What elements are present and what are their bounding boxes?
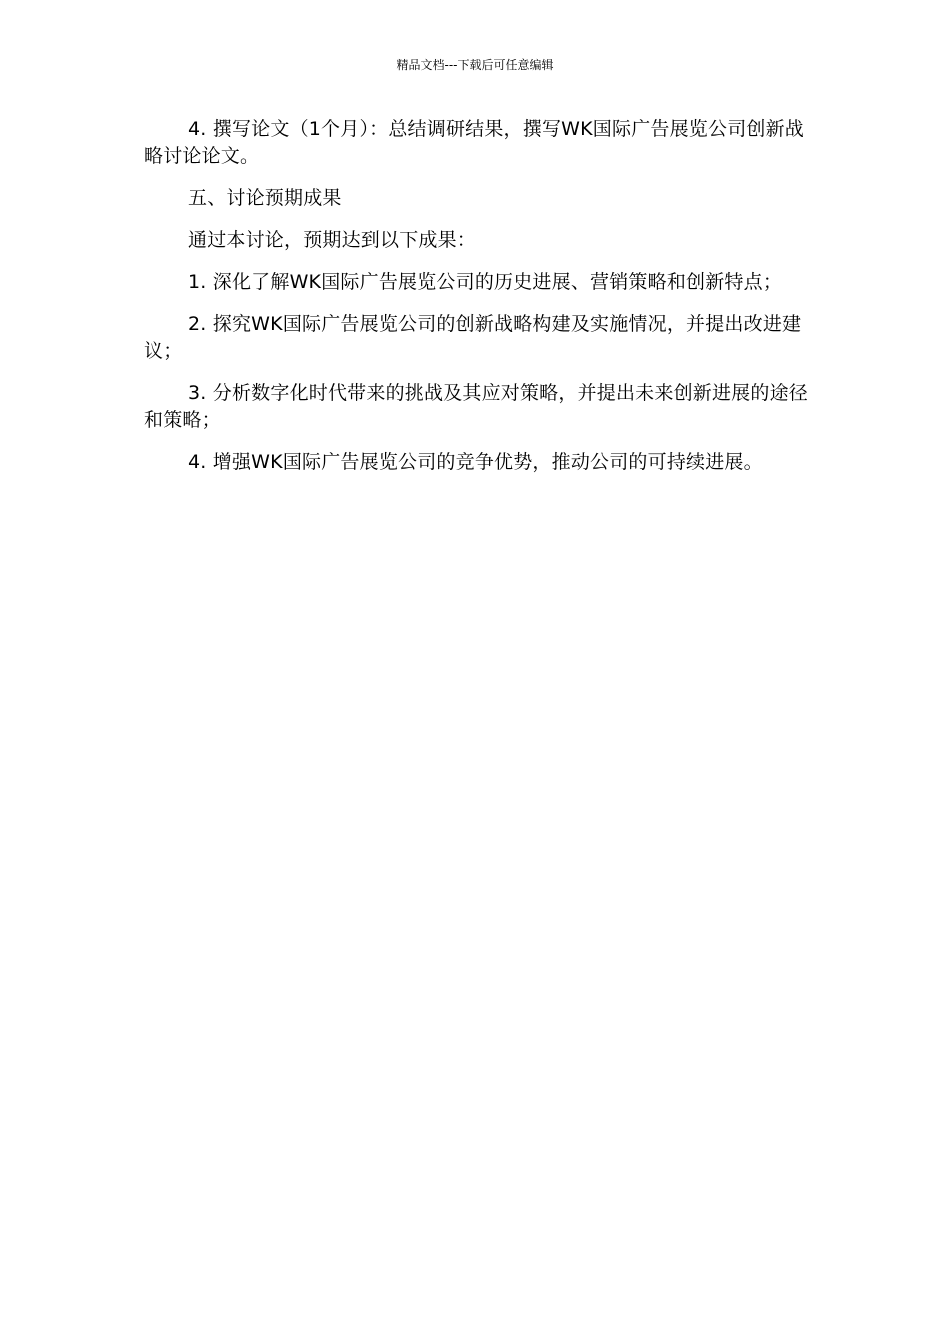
- list-item-result-4: 4. 增强WK国际广告展览公司的竞争优势，推动公司的可持续进展。: [188, 451, 763, 473]
- paragraph-intro-results: 通过本讨论，预期达到以下成果：: [188, 229, 477, 251]
- page-header: 精品文档---下载后可任意编辑: [396, 58, 554, 72]
- list-item-result-3: 3. 分析数字化时代带来的挑战及其应对策略，并提出未来创新进展的途径和策略；: [144, 382, 808, 431]
- document-body: [144, 116, 808, 491]
- list-item-result-2: 2. 探究WK国际广告展览公司的创新战略构建及实施情况，并提出改进建议；: [144, 313, 802, 362]
- paragraph-writing-thesis: 4. 撰写论文（1个月）：总结调研结果，撰写WK国际广告展览公司创新战略讨论论文。: [144, 118, 805, 167]
- section-heading-expected-results: 五、讨论预期成果: [188, 187, 342, 209]
- list-item-result-1: 1. 深化了解WK国际广告展览公司的历史进展、营销策略和创新特点；: [188, 271, 783, 293]
